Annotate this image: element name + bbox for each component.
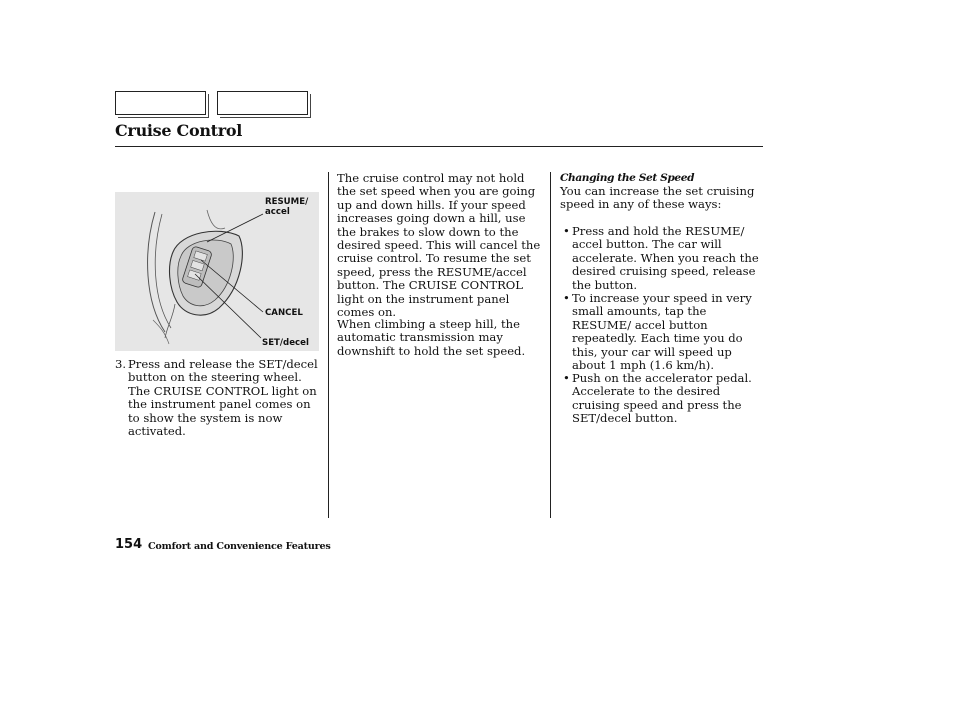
- callout-set-decel: SET/decel: [262, 338, 309, 348]
- bullet-text: Press and hold the RESUME/ accel button. The car will accelerate. When you reach the desired cruising speed, release the button.: [572, 224, 759, 292]
- column-divider-2: [550, 172, 551, 518]
- bullet-dot: •: [563, 224, 570, 238]
- header-tab-box-right: [217, 91, 308, 115]
- column2-paragraph-1: The cruise control may not hold the set speed when you are going up and down hills. If your speed increases going down a hill, use the brakes to slow down to the desired speed. This will cancel the cruise control. To resume the set speed, press the RESUME/accel button. The CRUISE CONTROL light on the instrument panel comes on.: [337, 171, 541, 320]
- bullet-dot: •: [563, 291, 570, 305]
- bullet-text: To increase your speed in very small amounts, tap the RESUME/ accel button repeatedly. Each time you do this, your car will speed up about 1 mph (1.6 km/h).: [572, 291, 752, 373]
- title-rule: [115, 146, 763, 147]
- subheading-changing-set-speed: Changing the Set Speed: [560, 172, 695, 184]
- header-tab-box-left: [115, 91, 206, 115]
- column-divider-1: [328, 172, 329, 518]
- callout-resume-accel: RESUME/ accel: [265, 197, 309, 217]
- column2-paragraph-2: When climbing a steep hill, the automatic transmission may downshift to hold the set speed.: [337, 317, 526, 358]
- bullet-text: Push on the accelerator pedal. Accelerate to the desired cruising speed and press the SET/decel button.: [572, 371, 752, 426]
- page-number: 154: [115, 537, 143, 552]
- column3-intro: You can increase the set cruising speed in any of these ways:: [560, 184, 755, 212]
- footer-section-title: Comfort and Convenience Features: [148, 541, 331, 552]
- steering-wheel-figure: [115, 192, 319, 351]
- step-number: 3.: [115, 357, 127, 371]
- page-title: Cruise Control: [115, 121, 243, 140]
- step-text: Press and release the SET/decel button on the steering wheel. The CRUISE CONTROL light on the instrument panel comes on to show the system is now activated.: [128, 357, 318, 439]
- bullet-dot: •: [563, 371, 570, 385]
- callout-cancel: CANCEL: [265, 308, 303, 318]
